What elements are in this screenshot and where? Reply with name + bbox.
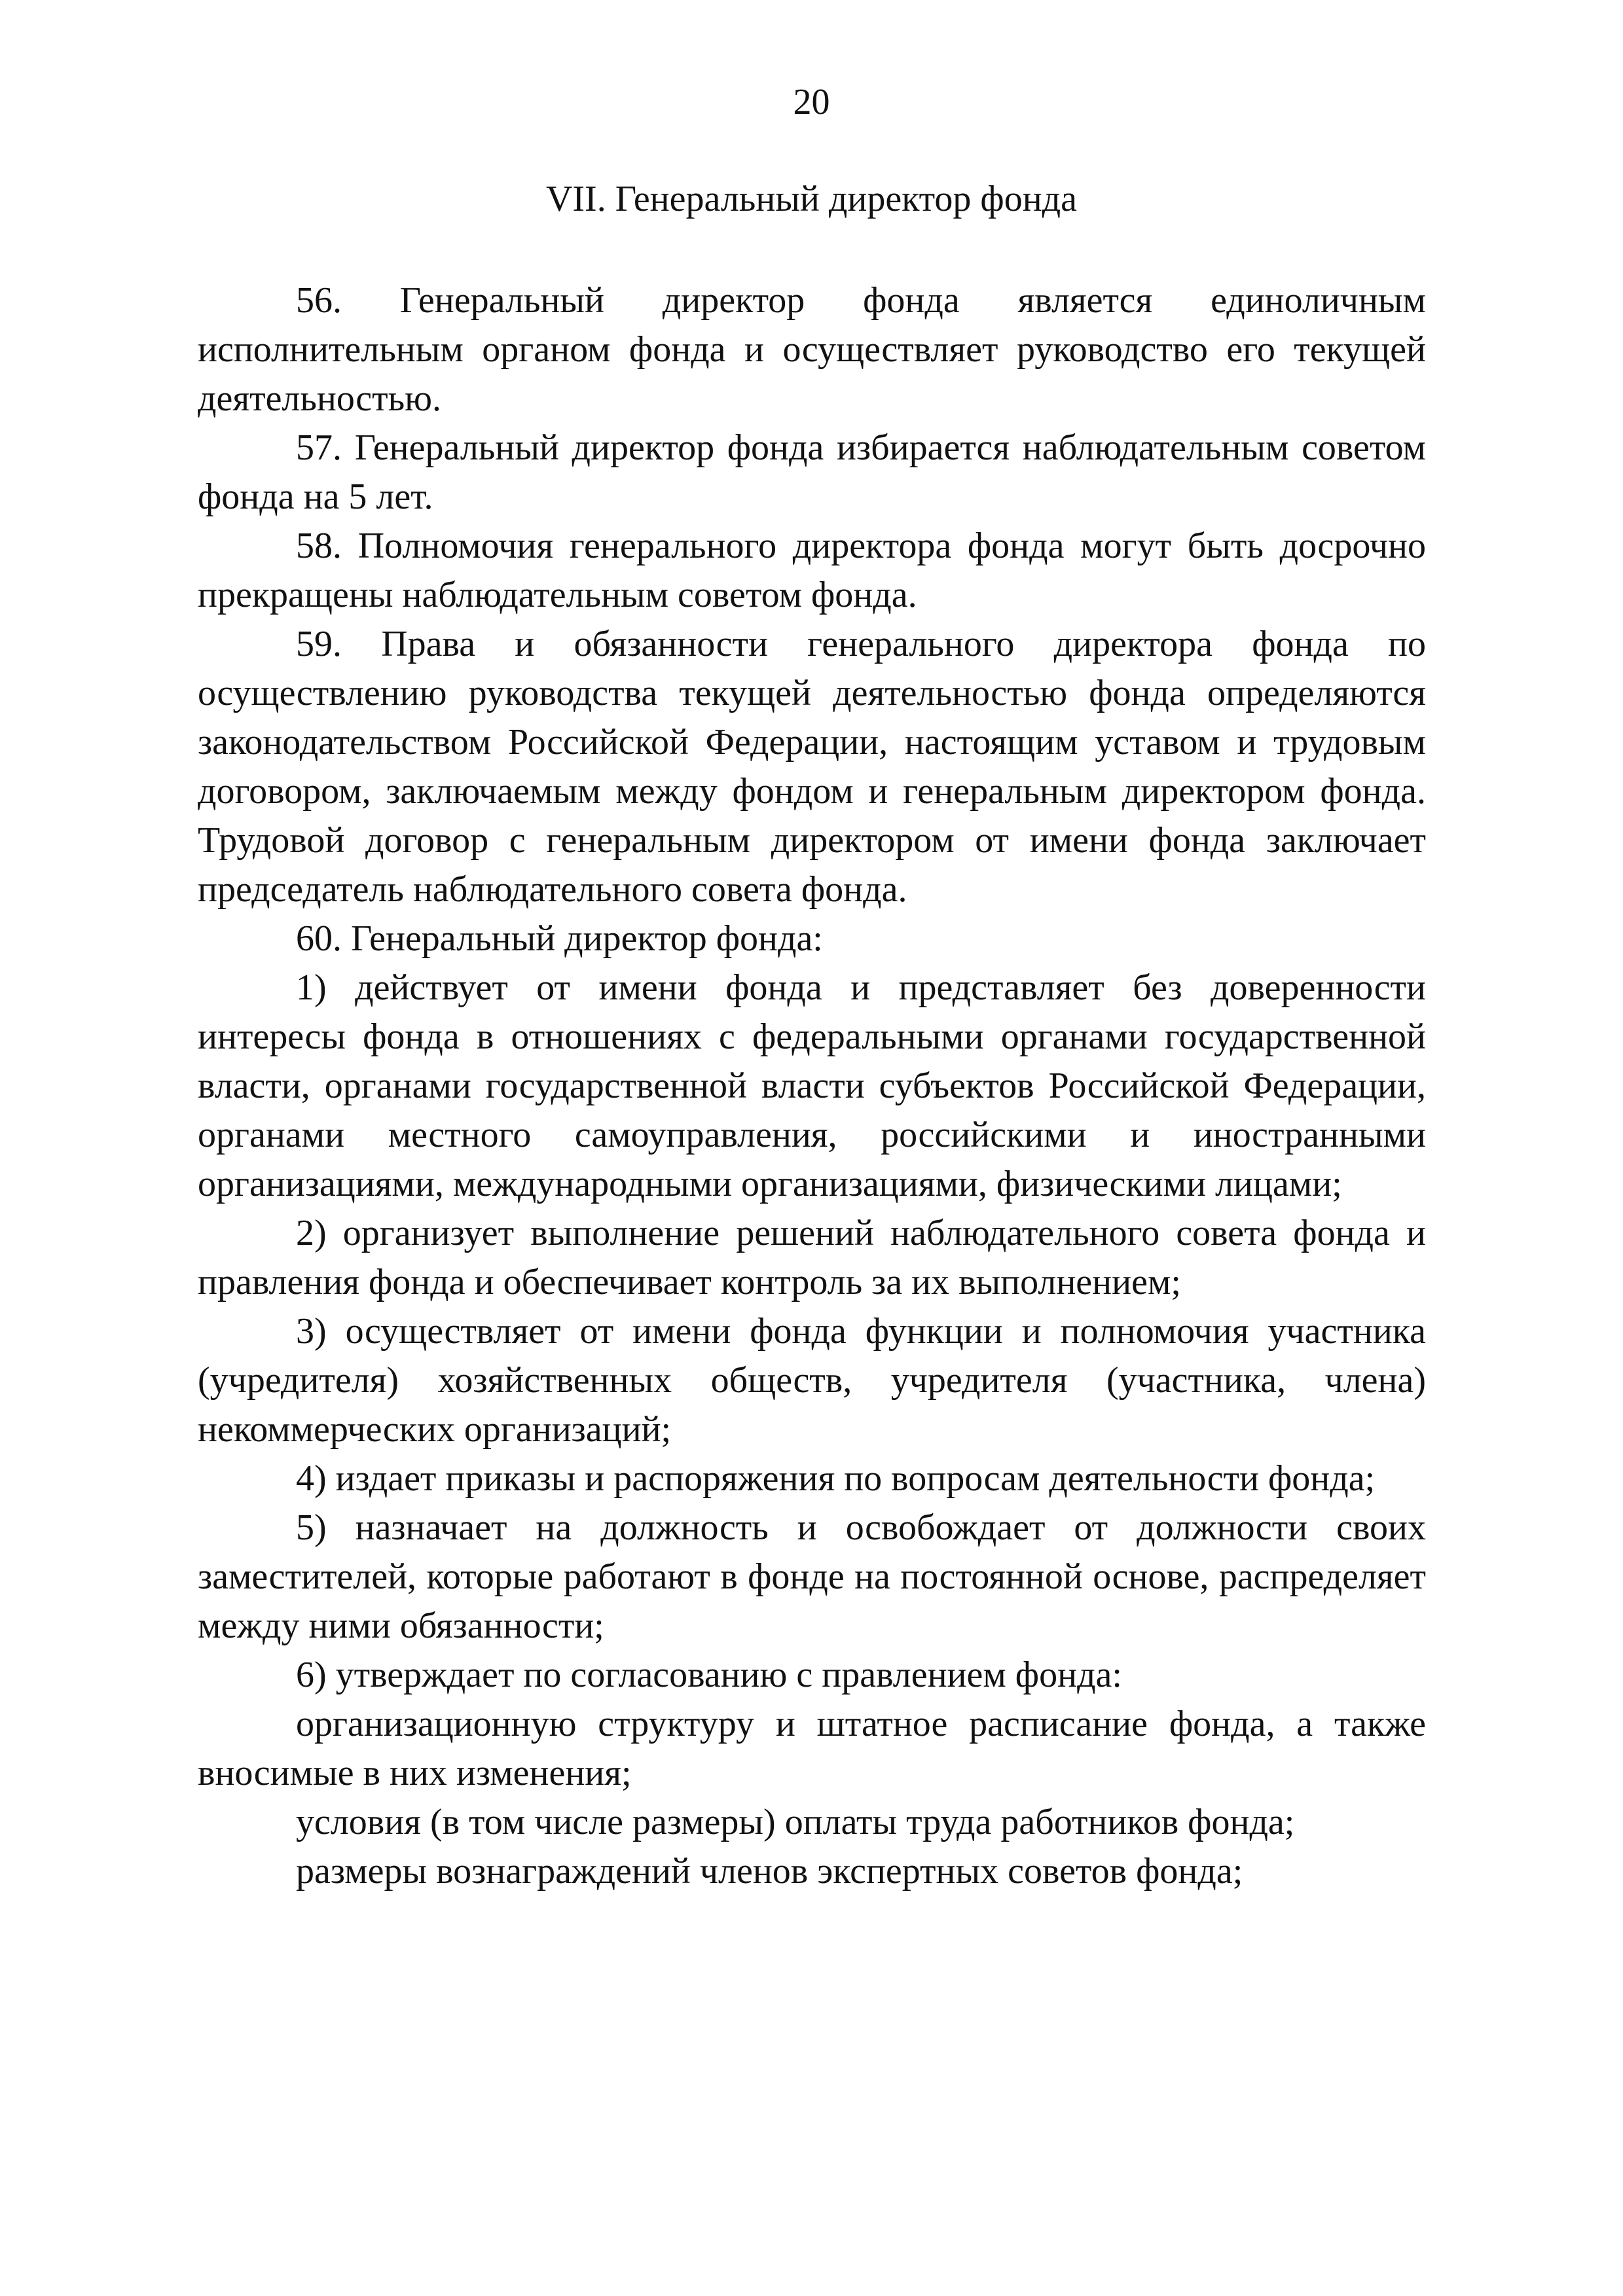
paragraph-59: 59. Права и обязанности генерального директора фонда по осуществлению руководства текущей деятельностью фонда определяются законодательством Российской Федерации, настоящим уставом и трудовым договором, заключаемым между фондом и генеральным директором фонда. Трудовой договор с генеральным директором от имени фонда заключает председатель наблюдательного совета фонда. xyxy=(198,624,1426,910)
list-item-3: 3) осуществляет от имени фонда функции и полномочия участника (учредителя) хозяйственных обществ, учредителя (участника, члена) некоммерческих организаций; xyxy=(198,1311,1426,1450)
sub-item-pay-conditions: условия (в том числе размеры) оплаты труда работников фонда; xyxy=(296,1802,1295,1842)
list-item-1: 1) действует от имени фонда и представляет без доверенности интересы фонда в отношениях с федеральными органами государственной власти, органами государственной власти субъектов Российской Федерации, органами местного самоуправления, российскими и иностранными организациями, международными организациями, физическими лицами; xyxy=(198,967,1426,1204)
list-item-5: 5) назначает на должность и освобождает от должности своих заместителей, которые работают в фонде на постоянной основе, распределяет между ними обязанности; xyxy=(198,1507,1426,1646)
paragraph-57: 57. Генеральный директор фонда избирается наблюдательным советом фонда на 5 лет. xyxy=(198,427,1426,517)
page-number: 20 xyxy=(793,82,830,122)
paragraph-58: 58. Полномочия генерального директора фонда могут быть досрочно прекращены наблюдательным советом фонда. xyxy=(198,526,1426,615)
list-item-4: 4) издает приказы и распоряжения по вопросам деятельности фонда; xyxy=(296,1458,1376,1499)
document-body xyxy=(198,276,1426,1896)
list-item-2: 2) организует выполнение решений наблюдательного совета фонда и правления фонда и обеспечивает контроль за их выполнением; xyxy=(198,1213,1426,1302)
sub-item-expert-fees: размеры вознаграждений членов экспертных советов фонда; xyxy=(296,1851,1243,1892)
list-item-6: 6) утверждает по согласованию с правлением фонда: xyxy=(296,1655,1122,1695)
sub-item-structure: организационную структуру и штатное расписание фонда, а также вносимые в них изменения; xyxy=(198,1704,1426,1793)
paragraph-56: 56. Генеральный директор фонда является единоличным исполнительным органом фонда и осуществляет руководство его текущей деятельностью. xyxy=(198,280,1426,419)
paragraph-60: 60. Генеральный директор фонда: xyxy=(296,918,823,959)
section-heading: VII. Генеральный директор фонда xyxy=(545,179,1078,219)
